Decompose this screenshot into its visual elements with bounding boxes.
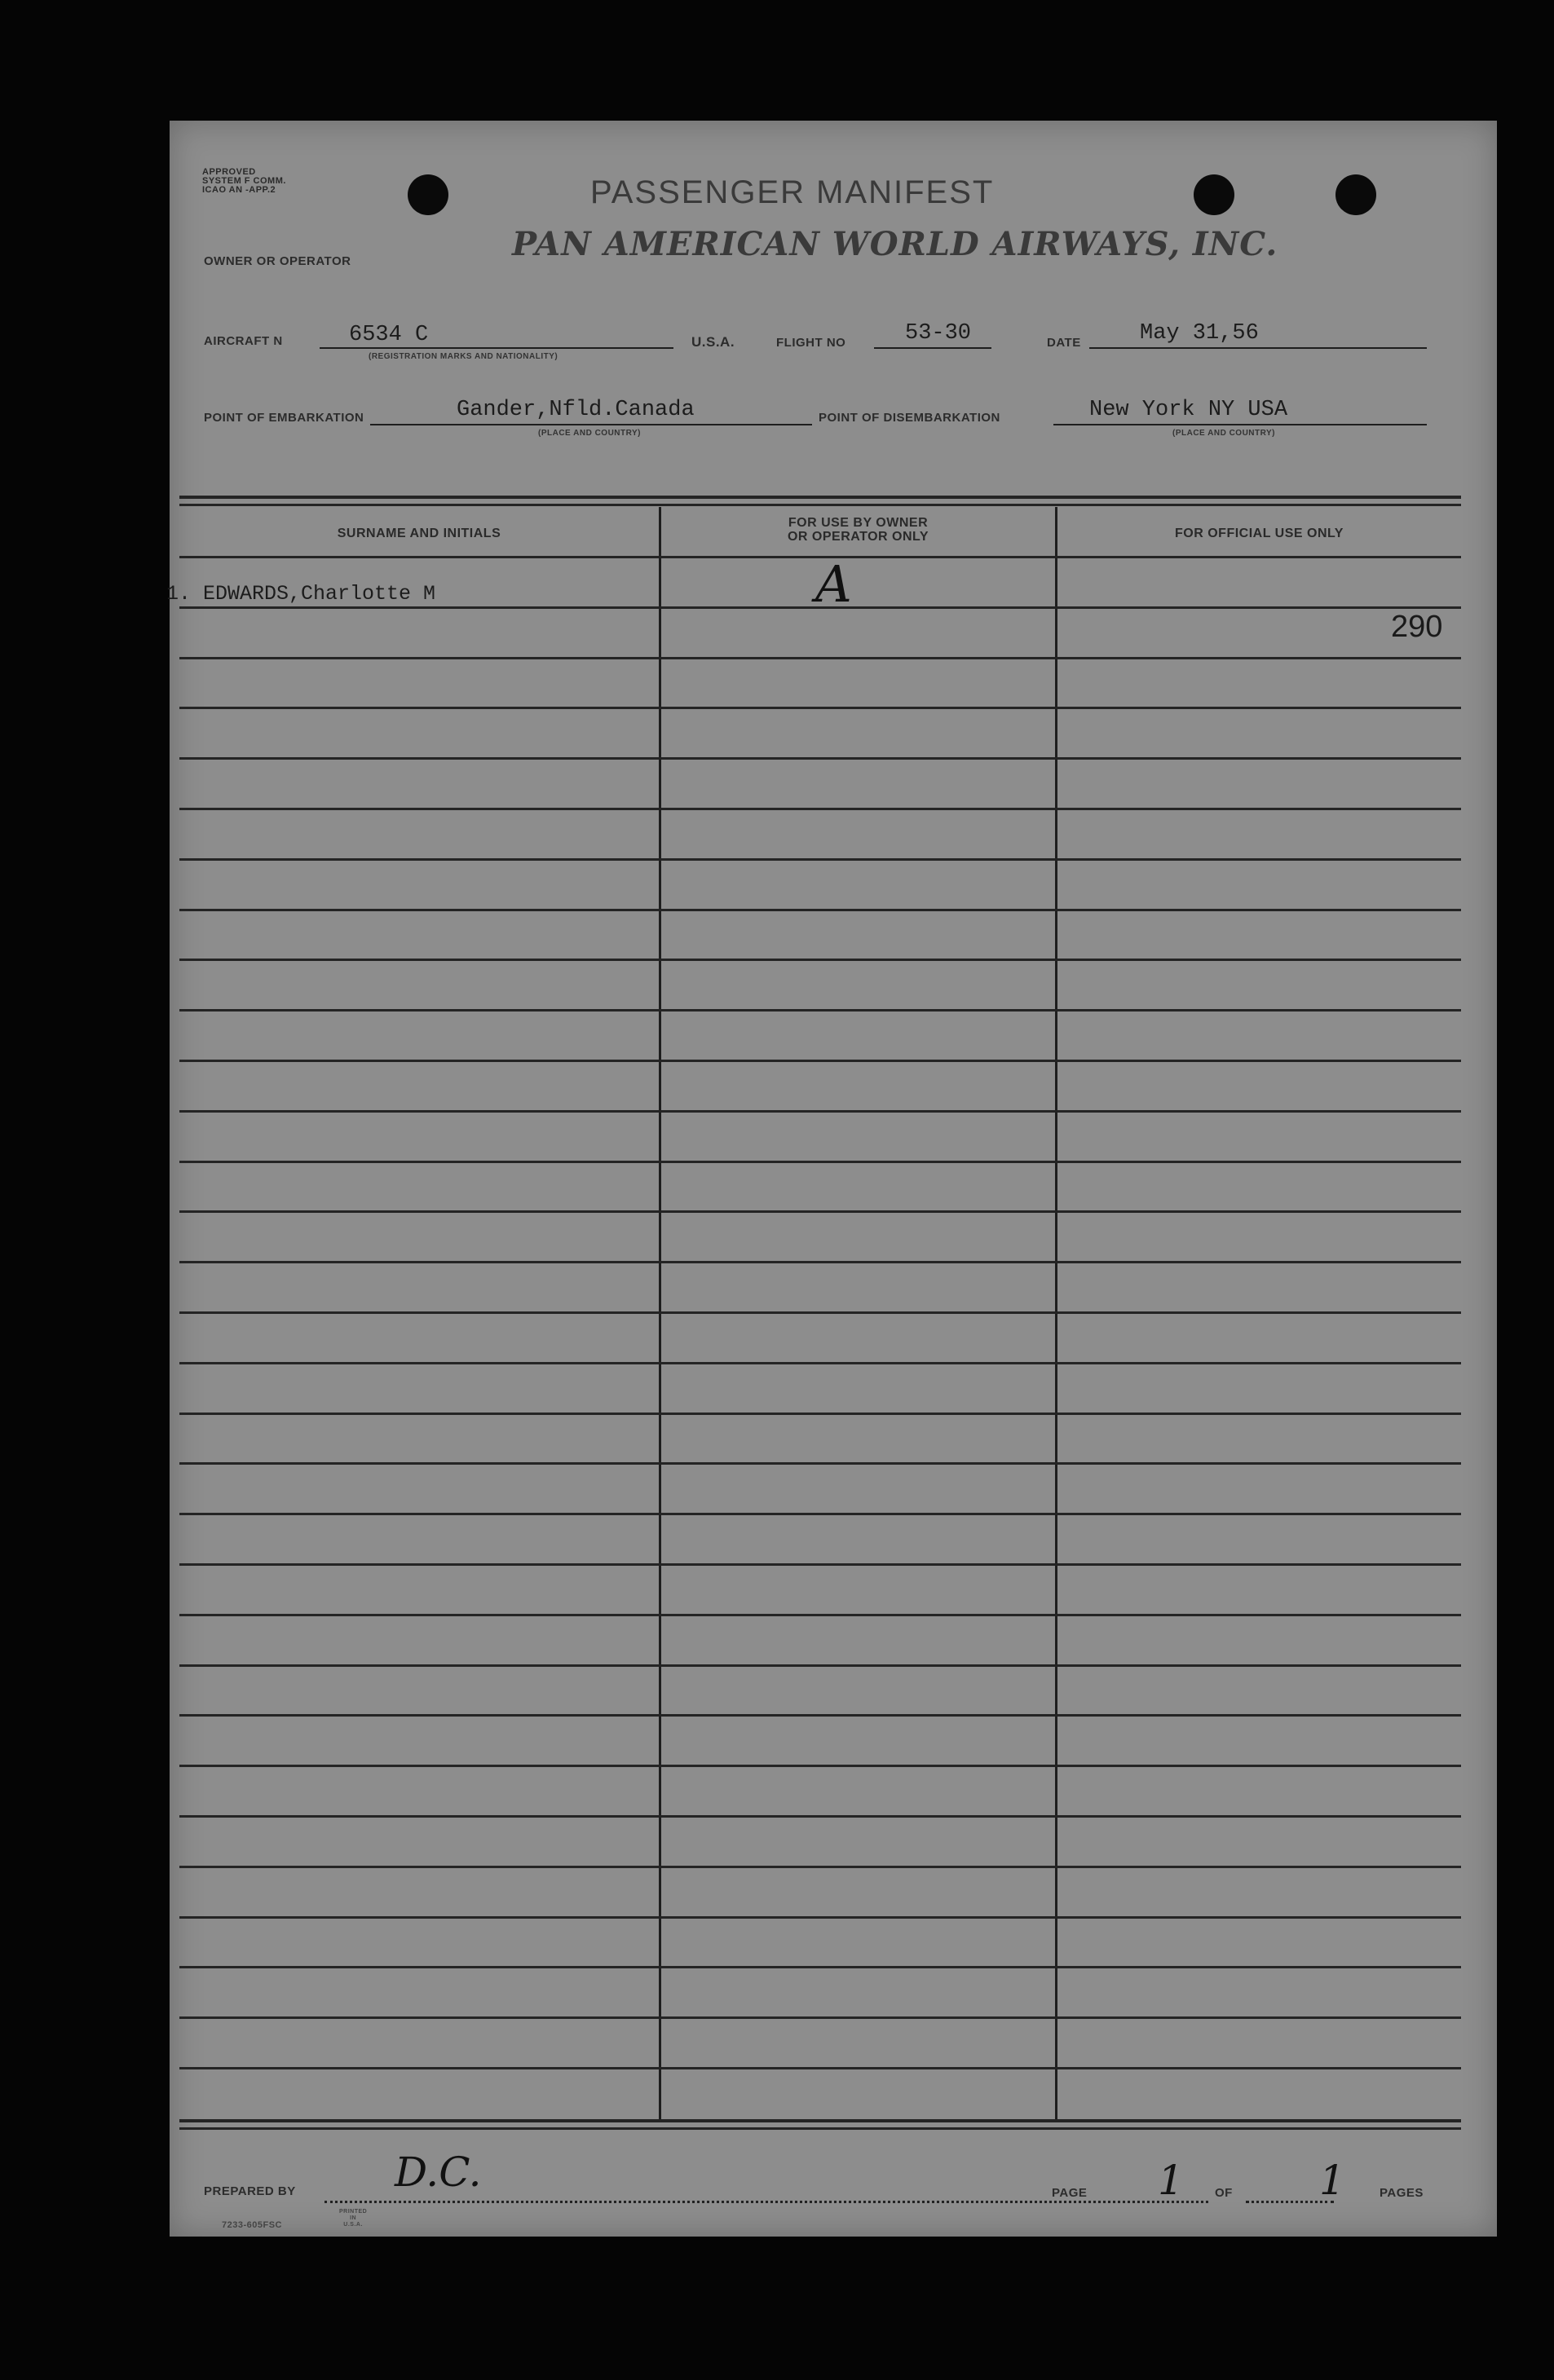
aircraft-value: 6534 C [349, 323, 429, 347]
table-row [179, 1714, 1461, 1717]
table-row [179, 1664, 1461, 1667]
table-row [179, 1462, 1461, 1465]
table-row [179, 1210, 1461, 1213]
passenger-name: 1. EDWARDS,Charlotte M [166, 582, 436, 606]
table-row [179, 1815, 1461, 1818]
disembark-underline [1053, 424, 1427, 425]
punch-hole [1194, 174, 1234, 215]
table-row [179, 1563, 1461, 1566]
operator-name: PAN AMERICAN WORLD AIRWAYS, INC. [512, 225, 1278, 263]
table-row [179, 657, 1461, 659]
table-row [179, 1161, 1461, 1163]
form-number: 7233-605FSC [222, 2220, 282, 2230]
table-bottom-rule [179, 2119, 1461, 2122]
pages-label: PAGES [1380, 2186, 1424, 2200]
date-value: May 31,56 [1140, 321, 1259, 346]
print-mark-line: IN [350, 2215, 357, 2221]
table-row [179, 858, 1461, 861]
punch-hole [1335, 174, 1376, 215]
table-row [179, 1513, 1461, 1515]
table-row [179, 1413, 1461, 1415]
table-row [179, 1614, 1461, 1616]
page-number: 1 [1158, 2157, 1184, 2204]
table-bottom-rule [179, 2127, 1461, 2130]
surname-column-header: SURNAME AND INITIALS [337, 527, 501, 540]
official-number: 290 [1391, 610, 1443, 644]
table-row [179, 808, 1461, 810]
flight-value: 53-30 [905, 321, 972, 346]
owner-label: OWNER OR OPERATOR [204, 254, 351, 268]
table-row [179, 1009, 1461, 1012]
table-row [179, 1060, 1461, 1062]
total-pages: 1 [1319, 2157, 1345, 2204]
usa-label: U.S.A. [691, 334, 735, 350]
embark-label: POINT OF EMBARKATION [204, 411, 364, 425]
prepared-signature: D.C. [395, 2149, 482, 2196]
embark-value: Gander,Nfld.Canada [457, 398, 695, 422]
form-title: PASSENGER MANIFEST [590, 174, 995, 210]
disembark-value: New York NY USA [1089, 398, 1288, 422]
table-row [179, 707, 1461, 709]
owner-column-header [661, 516, 1055, 544]
table-row [179, 1916, 1461, 1919]
table-row [179, 959, 1461, 961]
table-row [179, 757, 1461, 760]
table-row [179, 1765, 1461, 1767]
of-label: OF [1215, 2186, 1233, 2200]
table-row [179, 1866, 1461, 1868]
table-row [179, 2067, 1461, 2069]
date-label: DATE [1047, 336, 1081, 350]
owner-mark: A [815, 554, 852, 614]
print-mark-line: PRINTED [339, 2209, 368, 2215]
aircraft-sublabel: (REGISTRATION MARKS AND NATIONALITY) [369, 352, 558, 361]
column-divider [1055, 507, 1057, 2121]
official-column-header: FOR OFFICIAL USE ONLY [1175, 527, 1344, 540]
table-top-rule [179, 504, 1461, 506]
punch-hole [408, 174, 448, 215]
table-row [179, 1261, 1461, 1263]
table-row [179, 909, 1461, 911]
print-mark [339, 2209, 367, 2228]
manifest-sheet [166, 121, 1497, 2237]
prepared-label: PREPARED BY [204, 2184, 296, 2198]
table-row [179, 1966, 1461, 1968]
owner-header-line: FOR USE BY OWNER [788, 516, 929, 530]
approval-line: SYSTEM F COMM. [202, 176, 286, 186]
flight-label: FLIGHT NO [776, 336, 846, 350]
aircraft-underline [320, 347, 673, 349]
table-row [179, 1110, 1461, 1113]
approval-block [202, 168, 286, 195]
date-underline [1089, 347, 1427, 349]
table-top-rule [179, 496, 1461, 499]
owner-header-line: OR OPERATOR ONLY [787, 530, 929, 544]
embark-underline [370, 424, 812, 425]
prepared-underline [324, 2201, 1208, 2203]
table-row [179, 1311, 1461, 1314]
aircraft-label: AIRCRAFT N [204, 334, 283, 348]
approval-line: APPROVED [202, 167, 256, 177]
column-divider [659, 507, 661, 2121]
print-mark-line: U.S.A. [343, 2222, 363, 2228]
flight-underline [874, 347, 991, 349]
pages-underline [1246, 2201, 1334, 2203]
embark-sublabel: (PLACE AND COUNTRY) [538, 429, 641, 438]
approval-line: ICAO AN -APP.2 [202, 185, 276, 195]
disembark-label: POINT OF DISEMBARKATION [819, 411, 1000, 425]
table-row [179, 1362, 1461, 1364]
table-row [179, 2016, 1461, 2019]
page-label: PAGE [1052, 2186, 1088, 2200]
disembark-sublabel: (PLACE AND COUNTRY) [1172, 429, 1275, 438]
